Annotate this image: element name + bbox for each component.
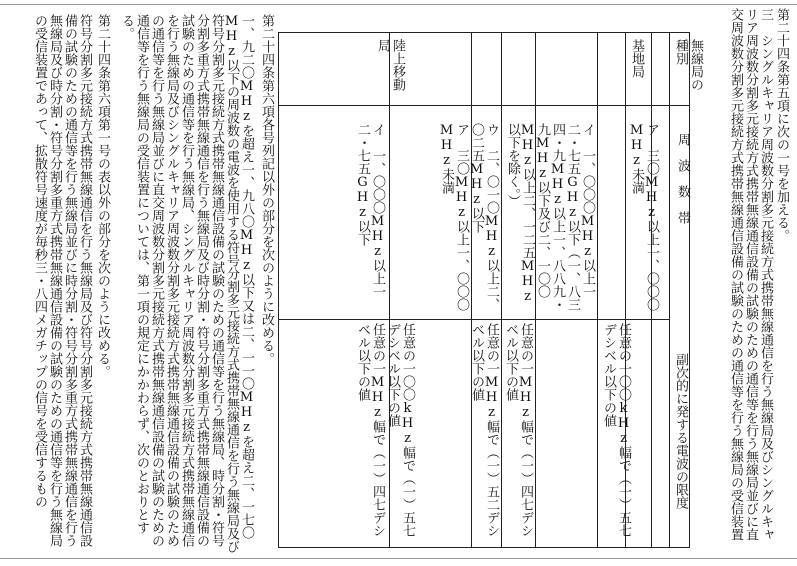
base-row-b-frequency: イ 一、〇〇〇MHz以上一二・七五GHz以下（一、八三四・九MHz以上一、八八九・九MHz以下及び二、一〇〇MHz以上二、一二五MHz以下を除く。） <box>505 123 595 311</box>
top-rule <box>0 4 797 5</box>
mobile-row-a-frequency: ア 三〇MHz以上一、〇〇〇MHz未満 <box>439 123 469 311</box>
table-header-divider <box>279 105 689 106</box>
table-divider <box>501 33 502 547</box>
header-frequency-band: 周 波 数 帯 <box>675 133 690 224</box>
table-row-divider <box>279 319 669 320</box>
base-row-c-frequency: ウ 二、〇一〇MHz以上二、〇二五MHz以下 <box>469 123 499 311</box>
table-divider <box>597 33 598 547</box>
header-kind: 無線局の種別 <box>673 39 703 91</box>
header-emission-limit: 副次的に発する電波の限度 <box>673 353 688 509</box>
amendment-paragraph-one: 一、九二〇MHzを超え一、九八〇MHz以下又は二、一一〇MHzを超え二、一七〇MHz以下の周波数の電波を使用する符号分割多元接続方式携帯無線通信を行う無線局及び符号分割多元接続方式携帯無線通信設備の試験のための通信等を行う無線局、時分割・符号分割多重方式携帯無線通信を行う無線局及び時分割・符号分割多重方式携帯無線通信設備の試験のための通信等を行う無線局、シングルキャリア周波数分割多元接続方式携帯無線通信を行う無線局及びシングルキャリア周波数分割多元接続方式携帯無線通信設備の試験のための通信等を行う無線局並びに直交周波数分割多元接続方式携帯無線通信設備の試験のための通信等を行う無線局の受信装置については、第一項の規定にかかわらず、次のとおりとする。 <box>119 14 254 553</box>
bottom-rule <box>0 558 797 559</box>
article-amendment-intro: 第二十四条第五項に次の一号を加える。 <box>774 8 789 242</box>
table-divider <box>389 33 390 547</box>
table-divider <box>471 33 472 547</box>
emission-limit-table <box>278 32 703 548</box>
mobile-row-b-frequency: イ 一、〇〇〇MHz以上一二・七五GHz以下 <box>355 123 385 298</box>
item-three-heading: 三 シングルキャリア周波数分割多元接続方式携帯無線通信を行う無線局及びシングルキャリア周波数分割多元接続方式携帯無線通信設備の試験のための通信等を行う無線局並びに直交周波数分割多元接続方式携帯無線通信設備の試験のための通信等を行う無線局の受信装置 <box>728 8 773 541</box>
base-row-c-limit: 任意の一MHz幅で（一）五二デシベル以下の値 <box>469 323 499 537</box>
kind-base-station: 基地局 <box>629 39 644 78</box>
table-divider <box>669 33 670 547</box>
mobile-row-b-limit: 任意の一MHz幅で（一）四七デシベル以下の値 <box>355 323 385 537</box>
amendment-paragraph-two: 符号分割多元接続方式携帯無線通信を行う無線局及び符号分割多元接続方式携帯無線通信設備の試験のための通信等を行う無線局並びに時分割・符号分割多重方式携帯無線通信を行う無線局及び時分割・符号分割多重方式携帯無線通信設備の試験のための通信等を行う無線局の受信装置であって、拡散符号速度が毎秒三・八四メガチップの信号を受信するもの <box>32 14 92 547</box>
amendment-heading-two: 第二十四条第六項第一号の表以外の部分を次のように改める。 <box>95 14 110 378</box>
base-row-b-limit: 任意の一MHz幅で（一）四七デシベル以下の値 <box>503 323 533 537</box>
base-row-a-limit: 任意の一〇〇kHz幅で（一）五七デシベル以下の値 <box>601 323 631 537</box>
mobile-row-a-limit: 任意の一〇〇kHz幅で（一）五七デシベル以下の値 <box>385 323 415 537</box>
base-row-a-frequency: ア 三〇MHz以上一、〇〇〇MHz未満 <box>629 123 659 311</box>
amendment-heading: 第二十四条第六項各号列記以外の部分を次のように改める。 <box>259 14 274 365</box>
kind-land-mobile-station: 陸上移動局 <box>375 39 405 91</box>
